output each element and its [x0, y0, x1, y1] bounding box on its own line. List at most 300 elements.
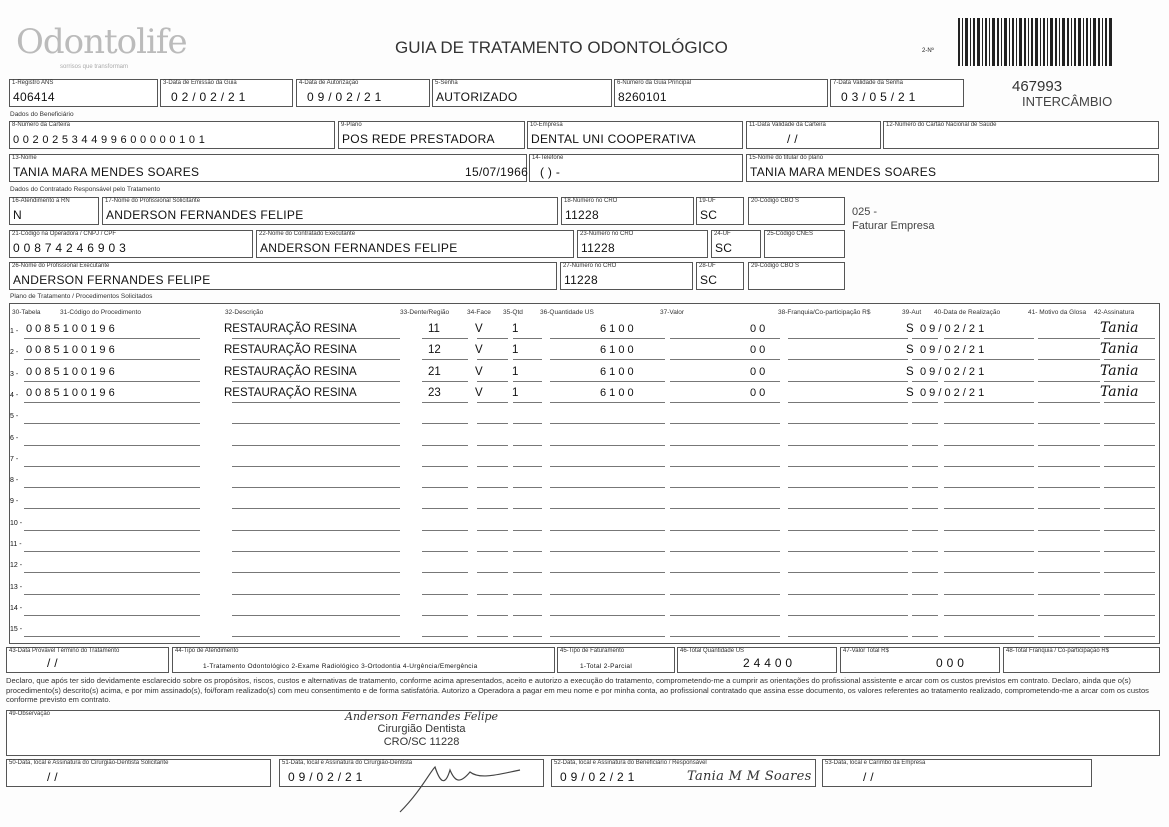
table-row[interactable]: [10, 343, 1158, 363]
row-underline: [1104, 338, 1155, 339]
row-underline: [422, 359, 468, 360]
row-underline: [513, 466, 542, 467]
stamp-title: Cirurgião Dentista: [377, 723, 466, 735]
row-number: 8 -: [10, 477, 19, 484]
row-underline: [912, 572, 938, 573]
realization-date: 0 9 / 0 2 / 2 1: [920, 323, 985, 335]
row-underline: [1038, 466, 1100, 467]
row-number: 6 -: [10, 435, 19, 442]
row-underline: [1104, 530, 1155, 531]
validade-carteira-value: / /: [787, 132, 798, 146]
field-plano[interactable]: 9-Plano POS REDE PRESTADORA: [338, 121, 525, 149]
field-total-us[interactable]: 46-Total Quantidade US 2 4 4 0 0: [677, 647, 837, 673]
validade-senha-value: 0 3 / 0 5 / 2 1: [841, 90, 916, 104]
data-termino-value: / /: [47, 656, 58, 670]
field-telefone[interactable]: 14-Telefone ( ) -: [529, 154, 743, 182]
field-tipo-faturamento[interactable]: 45-Tipo de Faturamento 1-Total 2-Parcial: [557, 647, 675, 673]
row-underline: [1038, 615, 1100, 616]
row-underline: [232, 594, 400, 595]
row-underline: [1104, 572, 1155, 573]
row-underline: [232, 445, 400, 446]
field-total-franquia[interactable]: 48-Total Franquia / Co-participação R$: [1003, 647, 1160, 673]
field-cro-profissional[interactable]: 27-Número no CRO 11228: [560, 262, 693, 290]
field-profissional-solicitante[interactable]: 17-Nome do Profissional Solicitante ANDERSON FERNANDES FELIPE: [102, 197, 558, 225]
odontolife-logo: [16, 22, 187, 62]
row-underline: [232, 572, 400, 573]
row-underline: [912, 402, 938, 403]
header-assinatura: 42-Assinatura: [1094, 309, 1135, 316]
row-underline: [24, 359, 200, 360]
field-registro-ans[interactable]: 1-Registro ANS 406414: [9, 79, 158, 107]
row-underline: [1104, 636, 1155, 637]
row-underline: [550, 445, 665, 446]
row-signature: Tania: [1100, 384, 1139, 400]
tooth-face: V: [475, 323, 483, 335]
row-underline: [944, 423, 1034, 424]
row-underline: [513, 551, 542, 552]
row-underline: [1038, 402, 1100, 403]
row-underline: [1104, 551, 1155, 552]
row-underline: [1038, 636, 1100, 637]
logo-text: Odontolife: [16, 22, 187, 62]
row-underline: [477, 445, 508, 446]
row-underline: [944, 445, 1034, 446]
field-uf-profissional[interactable]: 28-UF SC: [696, 262, 744, 290]
quantity-us: 6 1 0 0: [600, 366, 634, 378]
plano-value: POS REDE PRESTADORA: [342, 132, 495, 146]
row-underline: [1038, 338, 1100, 339]
field-empresa[interactable]: 10-Empresa DENTAL UNI COOPERATIVA: [527, 121, 743, 149]
row-underline: [912, 381, 938, 382]
quantity: 1: [512, 366, 519, 378]
row-underline: [24, 594, 200, 595]
row-underline: [232, 423, 400, 424]
field-assinatura-beneficiario[interactable]: 52-Data, local e Assinatura do Beneficiário / Responsável 0 9 / 0 2 / 2 1 Tania M M Soares: [551, 759, 816, 787]
row-underline: [477, 466, 508, 467]
row-underline: [550, 508, 665, 509]
procedure-description: RESTAURAÇÃO RESINA: [224, 366, 357, 378]
quantity: 1: [512, 323, 519, 335]
table-row[interactable]: [10, 471, 1158, 491]
table-row[interactable]: [10, 365, 1158, 385]
row-underline: [1038, 381, 1100, 382]
row-number: 13 -: [10, 584, 23, 591]
row-underline: [944, 466, 1034, 467]
procedure-description: RESTAURAÇÃO RESINA: [224, 344, 357, 356]
field-data-termino[interactable]: 43-Data Provável Término do Tratamento / /: [6, 647, 169, 673]
field-carimbo-empresa[interactable]: 53-Data, local e Carimbo da Empresa / /: [822, 759, 1092, 787]
table-row[interactable]: [10, 578, 1158, 598]
quantity: 1: [512, 387, 519, 399]
field-observacao[interactable]: 49-Observação: [6, 710, 1160, 756]
data-beneficiario-value: 0 9 / 0 2 / 2 1: [560, 770, 635, 784]
table-row[interactable]: [10, 599, 1158, 619]
quantity-us: 6 1 0 0: [600, 323, 634, 335]
row-underline: [232, 381, 400, 382]
row-underline: [232, 402, 400, 403]
row-signature: Tania: [1100, 320, 1139, 336]
row-underline: [550, 636, 665, 637]
field-numero-carteira[interactable]: 8-Número da Carteira 0 0 2 0 2 5 3 4 4 9 9 6 0 0 0 0 0 1 0 1: [9, 121, 335, 149]
table-row[interactable]: [10, 492, 1158, 512]
row-signature: Tania: [1100, 363, 1139, 379]
row-underline: [912, 508, 938, 509]
row-underline: [422, 594, 468, 595]
row-underline: [24, 636, 200, 637]
row-underline: [422, 551, 468, 552]
cro-executante-value: 11228: [581, 241, 615, 255]
row-underline: [788, 551, 908, 552]
field-atendimento-rn[interactable]: 16-Atendimento a RN N: [9, 197, 99, 225]
row-underline: [24, 551, 200, 552]
procedure-code: 0 0 8 5 1 0 0 1 9 6: [26, 323, 115, 335]
row-underline: [944, 402, 1034, 403]
row-underline: [788, 487, 908, 488]
row-underline: [232, 530, 400, 531]
table-row[interactable]: [10, 322, 1158, 342]
tooth-face: V: [475, 344, 483, 356]
row-underline: [24, 338, 200, 339]
data-solicitante-value: / /: [47, 770, 58, 784]
row-underline: [24, 572, 200, 573]
row-underline: [513, 594, 542, 595]
field-tipo-atendimento[interactable]: 44-Tipo de Atendimento 1-Tratamento Odontológico 2-Exame Radiológico 3-Ortodontia 4-Urgência/Emergência: [172, 647, 555, 673]
uf-solicitante-value: SC: [700, 208, 718, 222]
row-underline: [1104, 508, 1155, 509]
row-underline: [944, 508, 1034, 509]
row-number: 14 -: [10, 605, 23, 612]
row-number: 10 -: [10, 520, 23, 527]
guide-number: 467993: [1012, 78, 1063, 95]
field-data-autorizacao[interactable]: 4-Data de Autorização 0 9 / 0 2 / 2 1: [296, 79, 430, 107]
row-underline: [944, 381, 1034, 382]
stamp-cro: CRO/SC 11228: [383, 736, 460, 748]
authorized-flag: S: [906, 366, 914, 378]
row-underline: [788, 381, 908, 382]
row-underline: [24, 445, 200, 446]
row-underline: [670, 423, 780, 424]
barcode-image: [958, 18, 1142, 66]
table-row[interactable]: [10, 535, 1158, 555]
row-underline: [944, 615, 1034, 616]
procedure-code: 0 0 8 5 1 0 0 1 9 6: [26, 366, 115, 378]
row-underline: [477, 572, 508, 573]
row-number: 15 -: [10, 626, 23, 633]
header-motivo-glosa: 41- Motivo da Glosa: [1028, 309, 1087, 316]
table-row[interactable]: [10, 386, 1158, 406]
row-underline: [422, 445, 468, 446]
field-senha[interactable]: 5-Senha AUTORIZADO: [432, 79, 612, 107]
header-face: 34-Face: [467, 309, 491, 316]
header-aut: 39-Aut: [902, 309, 922, 316]
row-underline: [1038, 594, 1100, 595]
row-underline: [912, 636, 938, 637]
row-underline: [232, 615, 400, 616]
row-underline: [670, 487, 780, 488]
row-underline: [513, 445, 542, 446]
row-underline: [477, 487, 508, 488]
row-underline: [1104, 423, 1155, 424]
table-row[interactable]: [10, 620, 1158, 640]
row-underline: [232, 487, 400, 488]
row-underline: [232, 508, 400, 509]
row-underline: [513, 338, 542, 339]
field-codigo-operadora[interactable]: 21-Código na Operadora / CNPJ / CPF 0 0 8 7 4 2 4 6 9 0 3: [9, 230, 253, 258]
field-titular[interactable]: 15-Nome do titular do plano TANIA MARA MENDES SOARES: [746, 154, 1159, 182]
data-emissao-value: 0 2 / 0 2 / 2 1: [171, 90, 246, 104]
row-underline: [944, 594, 1034, 595]
row-underline: [1038, 530, 1100, 531]
declaration-text: Declaro, que após ter sido devidamente esclarecido sobre os propósitos, riscos, custos e alternativas de tratamento, conforme acima apresentados, aceito e autorizo a execução do tratamento, comprometendo-me a cumprir as orientações do profissional assistente e arcar com os custos previstos em contrato. Declaro, ainda que o(s) procedimento(s) descrito(s) acima, e por mim assinado(s), foi/foram realizado(s) com meu consentimento e de forma satisfatória. Autorizo a Operadora a pagar em meu nome e por minha conta, ao profissional contratado que assina esse documento, os valores referentes ao tratamento realizado, comprometendo-me a arcar com os custos conforme previsto em contrato.: [6, 676, 1149, 705]
profissional-executante-value: ANDERSON FERNANDES FELIPE: [13, 273, 211, 287]
row-underline: [513, 423, 542, 424]
row-underline: [1104, 615, 1155, 616]
dentist-signature: [390, 752, 530, 822]
row-underline: [670, 615, 780, 616]
row-underline: [232, 636, 400, 637]
row-underline: [670, 551, 780, 552]
row-underline: [912, 594, 938, 595]
beneficiary-signature: Tania M M Soares: [687, 769, 812, 784]
row-underline: [788, 466, 908, 467]
row-underline: [422, 338, 468, 339]
field-cbo-profissional[interactable]: 29-Código CBO S: [748, 262, 845, 290]
birth-date: 15/07/1966: [465, 165, 529, 179]
tooth-face: V: [475, 366, 483, 378]
table-row[interactable]: [10, 450, 1158, 470]
cro-solicitante-value: 11228: [565, 208, 599, 222]
atendimento-rn-value: N: [13, 208, 22, 222]
row-underline: [513, 359, 542, 360]
data-dentista-value: 0 9 / 0 2 / 2 1: [288, 770, 363, 784]
row-underline: [670, 359, 780, 360]
field-validade-senha[interactable]: 7-Data Validade da Senha 0 3 / 0 5 / 2 1: [830, 79, 964, 107]
row-number: 7 -: [10, 456, 19, 463]
field-uf-executante[interactable]: 24-UF SC: [711, 230, 761, 258]
field-uf-solicitante[interactable]: 19-UF SC: [696, 197, 744, 225]
row-underline: [513, 636, 542, 637]
row-underline: [550, 423, 665, 424]
guide-number-label: 2-Nº: [922, 48, 934, 54]
row-underline: [477, 551, 508, 552]
row-underline: [477, 423, 508, 424]
row-underline: [24, 381, 200, 382]
section-beneficiary: Dados do Beneficiário: [10, 111, 74, 118]
row-underline: [477, 636, 508, 637]
field-cartao-nacional[interactable]: 12-Número do Cartão Nacional de Saúde: [883, 121, 1159, 149]
section-contracted: Dados do Contratado Responsável pelo Tratamento: [10, 186, 160, 193]
row-underline: [670, 466, 780, 467]
row-signature: Tania: [1100, 341, 1139, 357]
table-row[interactable]: [10, 407, 1158, 427]
row-underline: [788, 445, 908, 446]
header-franquia: 38-Franquia/Co-participação R$: [778, 309, 871, 316]
row-underline: [24, 530, 200, 531]
row-underline: [477, 338, 508, 339]
header-data-realizacao: 40-Data de Realização: [934, 309, 1001, 316]
header-quantidade-us: 36-Quantidade US: [540, 309, 594, 316]
franchise-value: 0 0: [750, 323, 766, 335]
row-underline: [513, 530, 542, 531]
header-dente: 33-Dente/Região: [400, 309, 450, 316]
tooth-region: 12: [428, 344, 441, 356]
row-number: 4 -: [10, 392, 19, 399]
uf-profissional-value: SC: [700, 273, 718, 287]
row-underline: [422, 487, 468, 488]
row-underline: [550, 572, 665, 573]
franchise-value: 0 0: [750, 366, 766, 378]
row-number: 12 -: [10, 562, 23, 569]
row-underline: [477, 594, 508, 595]
guide-type: INTERCÂMBIO: [1022, 94, 1113, 109]
field-cro-solicitante[interactable]: 18-Número no CRO 11228: [561, 197, 694, 225]
codigo-operadora-value: 0 0 8 7 4 2 4 6 9 0 3: [13, 241, 127, 255]
row-underline: [944, 359, 1034, 360]
row-underline: [1104, 594, 1155, 595]
row-underline: [1038, 487, 1100, 488]
row-underline: [24, 508, 200, 509]
field-cro-executante[interactable]: 23-Número no CRO 11228: [577, 230, 708, 258]
row-underline: [912, 466, 938, 467]
row-underline: [24, 466, 200, 467]
row-underline: [788, 359, 908, 360]
field-guia-principal[interactable]: 6-Número da Guia Principal 8260101: [614, 79, 828, 107]
row-underline: [788, 402, 908, 403]
row-underline: [670, 402, 780, 403]
row-underline: [550, 381, 665, 382]
row-underline: [513, 381, 542, 382]
row-underline: [550, 615, 665, 616]
row-number: 3 -: [10, 371, 19, 378]
row-underline: [1104, 359, 1155, 360]
field-validade-carteira[interactable]: 11-Data Validade da Carteira / /: [746, 121, 881, 149]
row-underline: [1038, 572, 1100, 573]
row-underline: [944, 551, 1034, 552]
header-qtd: 35-Qtd: [503, 309, 523, 316]
row-underline: [1038, 445, 1100, 446]
data-autorizacao-value: 0 9 / 0 2 / 2 1: [307, 90, 382, 104]
row-underline: [513, 572, 542, 573]
row-underline: [944, 572, 1034, 573]
row-number: 1 -: [10, 328, 19, 335]
row-underline: [422, 381, 468, 382]
row-underline: [24, 615, 200, 616]
row-underline: [550, 530, 665, 531]
procedure-description: RESTAURAÇÃO RESINA: [224, 387, 357, 399]
field-cnes[interactable]: 25-Código CNES: [764, 230, 845, 258]
row-underline: [1038, 423, 1100, 424]
field-profissional-executante[interactable]: 26-Nome do Profissional Executante ANDERSON FERNANDES FELIPE: [9, 262, 557, 290]
row-underline: [422, 466, 468, 467]
field-valor-total[interactable]: 47-Valor Total R$ 0 0 0: [840, 647, 1000, 673]
row-underline: [550, 551, 665, 552]
row-underline: [422, 508, 468, 509]
row-underline: [550, 402, 665, 403]
header-valor: 37-Valor: [660, 309, 685, 316]
row-underline: [24, 423, 200, 424]
stamp-name: Anderson Fernandes Felipe: [345, 710, 499, 723]
field-nome[interactable]: 13-Nome TANIA MARA MENDES SOARES 15/07/1966: [9, 154, 527, 182]
row-underline: [912, 359, 938, 360]
procedure-code: 0 0 8 5 1 0 0 1 9 6: [26, 387, 115, 399]
field-assinatura-solicitante[interactable]: 50-Data, local e Assinatura do Cirurgião-Dentista Solicitante / /: [6, 759, 271, 787]
row-underline: [670, 636, 780, 637]
row-underline: [513, 402, 542, 403]
row-underline: [670, 572, 780, 573]
row-underline: [912, 445, 938, 446]
tooth-face: V: [475, 387, 483, 399]
realization-date: 0 9 / 0 2 / 2 1: [920, 344, 985, 356]
logo-tagline: sorrisos que transformam: [60, 64, 129, 70]
data-empresa-value: / /: [863, 770, 874, 784]
row-underline: [912, 551, 938, 552]
row-number: 2 -: [10, 349, 19, 356]
row-underline: [477, 615, 508, 616]
row-underline: [550, 338, 665, 339]
row-underline: [232, 466, 400, 467]
row-underline: [912, 530, 938, 531]
row-underline: [944, 338, 1034, 339]
row-underline: [232, 551, 400, 552]
header-tabela: 30-Tabela: [12, 309, 41, 316]
contratado-executante-value: ANDERSON FERNANDES FELIPE: [260, 241, 458, 255]
authorized-flag: S: [906, 323, 914, 335]
franchise-value: 0 0: [750, 344, 766, 356]
table-row[interactable]: [10, 556, 1158, 576]
senha-value: AUTORIZADO: [436, 90, 518, 104]
row-underline: [912, 487, 938, 488]
row-underline: [513, 487, 542, 488]
field-data-emissao[interactable]: 3-Data de Emissão da Guia 0 2 / 0 2 / 2 1: [160, 79, 293, 107]
row-underline: [1104, 466, 1155, 467]
field-assinatura-dentista[interactable]: 51-Data, local e Assinatura do Cirurgião-Dentista 0 9 / 0 2 / 2 1: [279, 759, 544, 787]
table-row[interactable]: [10, 514, 1158, 534]
row-underline: [670, 381, 780, 382]
row-number: 5 -: [10, 413, 19, 420]
tooth-region: 21: [428, 366, 441, 378]
section-plan: Plano de Tratamento / Procedimentos Solicitados: [10, 293, 153, 300]
numero-carteira-value: 0 0 2 0 2 5 3 4 4 9 9 6 0 0 0 0 0 1 0 1: [13, 134, 206, 146]
row-underline: [912, 615, 938, 616]
row-underline: [944, 636, 1034, 637]
tooth-region: 23: [428, 387, 441, 399]
tooth-region: 11: [428, 323, 440, 335]
row-underline: [477, 402, 508, 403]
row-underline: [944, 530, 1034, 531]
total-us-value: 2 4 4 0 0: [743, 656, 793, 670]
titular-value: TANIA MARA MENDES SOARES: [750, 165, 937, 179]
guia-principal-value: 8260101: [618, 90, 667, 104]
cro-profissional-value: 11228: [564, 273, 598, 287]
table-row[interactable]: [10, 429, 1158, 449]
row-underline: [944, 487, 1034, 488]
procedure-description: RESTAURAÇÃO RESINA: [224, 323, 357, 335]
quantity-us: 6 1 0 0: [600, 344, 634, 356]
row-underline: [232, 338, 400, 339]
quantity: 1: [512, 344, 519, 356]
field-cbo-solicitante[interactable]: 20-Código CBO S: [748, 197, 845, 225]
row-underline: [1104, 402, 1155, 403]
row-underline: [422, 615, 468, 616]
dentist-stamp: [345, 710, 498, 749]
field-contratado-executante[interactable]: 22-Nome do Contratado Executante ANDERSON FERNANDES FELIPE: [256, 230, 574, 258]
tipo-faturamento-value: 1-Total 2-Parcial: [580, 663, 633, 670]
row-underline: [1104, 487, 1155, 488]
row-underline: [1038, 359, 1100, 360]
row-underline: [422, 423, 468, 424]
row-underline: [477, 359, 508, 360]
page-title: GUIA DE TRATAMENTO ODONTOLÓGICO: [395, 38, 728, 57]
